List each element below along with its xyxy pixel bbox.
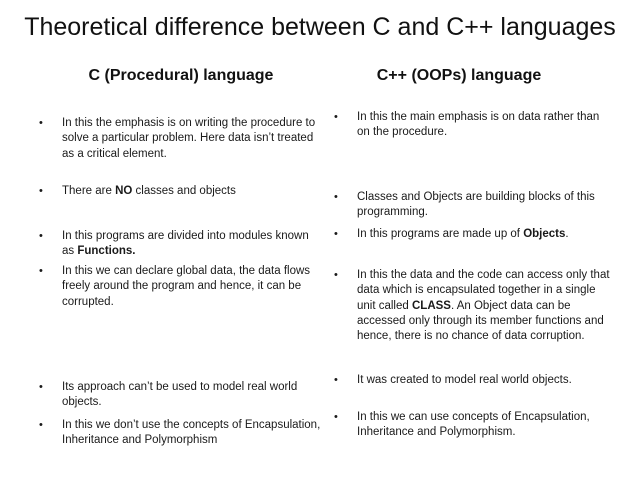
cpp-list-item-emphasis <box>334 110 615 141</box>
c-list-item-emphasis <box>39 116 324 162</box>
item-bold-text: Objects <box>523 228 566 240</box>
item-text: In this we don’t use the concepts of Encapsulation, Inheritance and Polymorphism <box>62 419 321 447</box>
c-list-item-concepts <box>39 418 324 449</box>
item-text: In this the main emphasis is on data rather than on the procedure. <box>357 111 600 139</box>
item-text: In this programs are made up of <box>357 228 524 240</box>
cpp-list-item-objects <box>334 227 615 242</box>
c-list-item-approach <box>39 380 324 411</box>
bullet-icon: • <box>334 111 338 123</box>
bullet-icon: • <box>39 185 43 197</box>
c-list-item-global-data <box>39 264 324 310</box>
page-title: Theoretical difference between C and C++ languages <box>24 13 616 41</box>
cpp-list-item-encapsulation <box>334 268 615 344</box>
item-text: In this programs are divided into modules known as <box>62 230 309 258</box>
item-text-after: . An Object data can be accessed only through its member functions and hence, there is no chance of data corruption. <box>357 299 604 343</box>
item-text: In this we can declare global data, the data flows freely around the program and hence, it can be corrupted. <box>62 265 311 308</box>
cpp-list-item-classes <box>334 190 615 221</box>
c-list-item-functions <box>39 229 324 260</box>
item-bold-text: CLASS <box>411 299 451 312</box>
item-text: Its approach can’t be used to model real world objects. <box>62 381 298 409</box>
bullet-icon: • <box>39 419 43 431</box>
item-text: In this the data and the code can access only that data which is encapsulated together in a single unit called <box>357 269 610 312</box>
bullet-icon: • <box>39 381 43 393</box>
bullet-icon: • <box>334 411 338 423</box>
item-text: There are <box>62 185 116 197</box>
c-list-item-classes <box>39 184 324 199</box>
bullet-icon: • <box>334 269 338 281</box>
item-text: In this the emphasis is on writing the procedure to solve a particular problem. Here data isn’t treated as a critical element. <box>62 117 316 160</box>
cpp-list-item-real-world <box>334 373 615 388</box>
item-text: It was created to model real world objects. <box>357 374 572 386</box>
bullet-icon: • <box>39 230 43 242</box>
item-text-after: . <box>565 228 569 240</box>
c-column-heading: C (Procedural) language <box>88 67 274 84</box>
cpp-column-heading: C++ (OOPs) language <box>376 67 542 84</box>
bullet-icon: • <box>334 228 338 240</box>
bullet-icon: • <box>334 191 338 203</box>
bullet-icon: • <box>334 374 338 386</box>
item-text: In this we can use concepts of Encapsulation, Inheritance and Polymorphism. <box>357 411 590 439</box>
item-text-after: classes and objects <box>132 185 236 197</box>
cpp-list-item-concepts <box>334 410 615 441</box>
bullet-icon: • <box>39 117 43 129</box>
bullet-icon: • <box>39 265 43 277</box>
item-text: Classes and Objects are building blocks of this programming. <box>357 191 595 219</box>
item-bold-text: Functions. <box>77 245 136 258</box>
item-bold-text: NO <box>115 185 133 197</box>
